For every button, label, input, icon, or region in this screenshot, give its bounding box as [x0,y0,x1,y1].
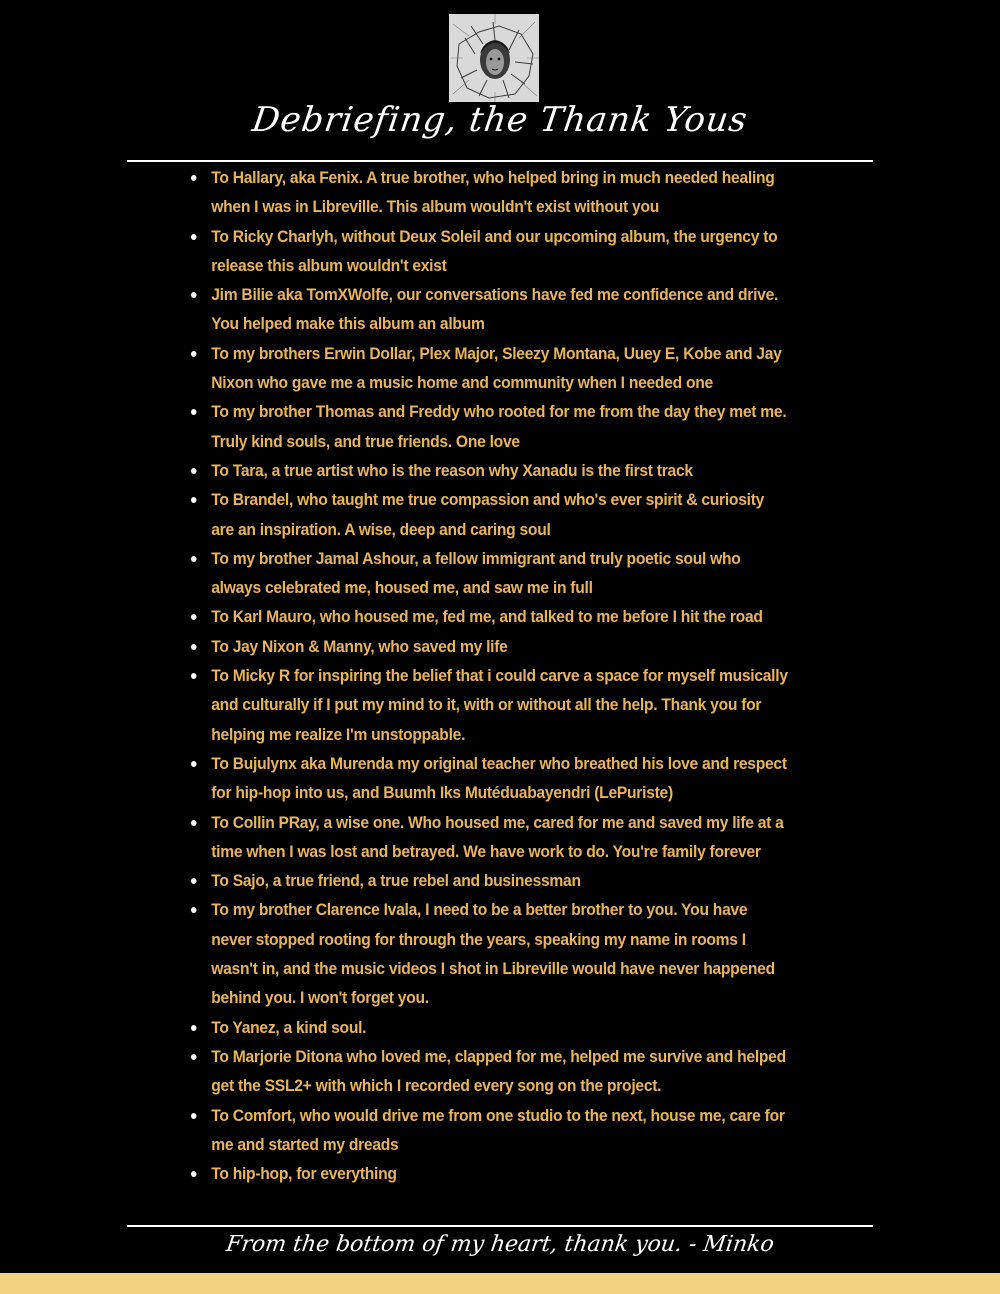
list-item-text: To Bujulynx aka Murenda my original teacher who breathed his love and respect for hip-hop into us, and Buumh Iks Mutéduabayendri (LePuriste) [211,753,787,803]
list-item-text: To Karl Mauro, who housed me, fed me, and talked to me before I hit the road [211,607,763,627]
list-item [191,1159,789,1188]
bullet-icon [191,351,197,357]
bullet-icon [191,292,197,298]
bullet-icon [191,1171,197,1177]
list-item-text: To my brother Thomas and Freddy who rooted for me from the day they met me. Truly kind souls, and true friends. One love [211,402,787,451]
list-item [191,866,789,895]
list-item [191,1042,789,1101]
list-item-text: To Tara, a true artist who is the reason why Xanadu is the first track [211,460,693,480]
bullet-icon [191,878,197,884]
list-item [191,602,789,631]
bullet-icon [191,175,197,181]
list-item [191,1101,789,1160]
list-item-text: To Collin PRay, a wise one. Who housed me, cared for me and saved my life at a time when I was lost and betrayed. We have work to do. You're family forever [211,812,784,861]
bullet-icon [191,907,197,913]
list-item [191,749,789,808]
list-item-text: To my brother Clarence Ivala, I need to be a better brother to you. You have never stopped rooting for through the years, speaking my name in rooms I wasn't in, and the music videos I shot in Libreville would have never happened behind you. I won't forget you. [211,900,775,1008]
bullet-icon [191,820,197,826]
list-item-text: To Marjorie Ditona who loved me, clapped for me, helped me survive and helped get the SSL2+ with which I recorded every song on the project. [211,1046,786,1096]
list-item-text: To Ricky Charlyh, without Deux Soleil and our upcoming album, the urgency to release this album wouldn't exist [211,226,778,275]
list-item [191,808,789,867]
list-item [191,397,789,456]
list-item [191,456,789,485]
list-item-text: To Jay Nixon & Manny, who saved my life [211,636,508,656]
list-item-text: To my brothers Erwin Dollar, Plex Major, Sleezy Montana, Uuey E, Kobe and Jay Nixon who gave me a music home and community when I needed one [211,343,782,393]
list-item-text: To Comfort, who would drive me from one studio to the next, house me, care for me and started my dreads [211,1105,785,1154]
list-item-text: To hip-hop, for everything [211,1164,397,1184]
list-item-text: To Hallary, aka Fenix. A true brother, who helped bring in much needed healing when I was in Libreville. This album wouldn't exist without you [211,168,775,217]
bullet-icon [191,761,197,767]
list-item [191,632,789,661]
bottom-divider [127,1225,873,1227]
list-item [191,895,789,1012]
portrait-sketch-icon [449,14,539,102]
bullet-icon [191,673,197,679]
list-item [191,485,789,544]
bullet-icon [191,1113,197,1119]
bullet-icon [191,1025,197,1031]
bullet-icon [191,614,197,620]
list-item [191,339,789,398]
album-artwork-image [449,14,539,102]
top-divider [127,160,873,162]
bullet-icon [191,234,197,240]
bullet-icon [191,644,197,650]
list-item [191,661,789,749]
list-item [191,280,789,339]
thank-you-list [191,163,841,1188]
list-item-text: To Brandel, who taught me true compassion and who's ever spirit & curiosity are an inspiration. A wise, deep and caring soul [211,490,765,539]
bullet-icon [191,409,197,415]
list-item [191,163,789,222]
list-item-text: To my brother Jamal Ashour, a fellow immigrant and truly poetic soul who always celebrated me, housed me, and saw me in full [211,548,741,598]
list-item [191,544,789,603]
list-item-text: To Sajo, a true friend, a true rebel and businessman [211,871,581,891]
list-item [191,222,789,281]
bullet-icon [191,468,197,474]
page-title: Debriefing, the Thank Yous [249,100,751,140]
list-item-text: To Yanez, a kind soul. [211,1017,367,1037]
list-item-text: Jim Bilie aka TomXWolfe, our conversations have fed me confidence and drive. You helped make this album an album [211,285,779,334]
list-item-text: To Micky R for inspiring the belief that i could carve a space for myself musically and culturally if I put my mind to it, with or without all the help. Thank you for helping me realize I'm unstoppable. [211,666,788,744]
bullet-icon [191,1054,197,1060]
footer-color-band [0,1273,1000,1294]
list-item [191,1013,789,1042]
bullet-icon [191,556,197,562]
bullet-icon [191,497,197,503]
footer-signature: From the bottom of my heart, thank you. - Minko [224,1232,776,1257]
